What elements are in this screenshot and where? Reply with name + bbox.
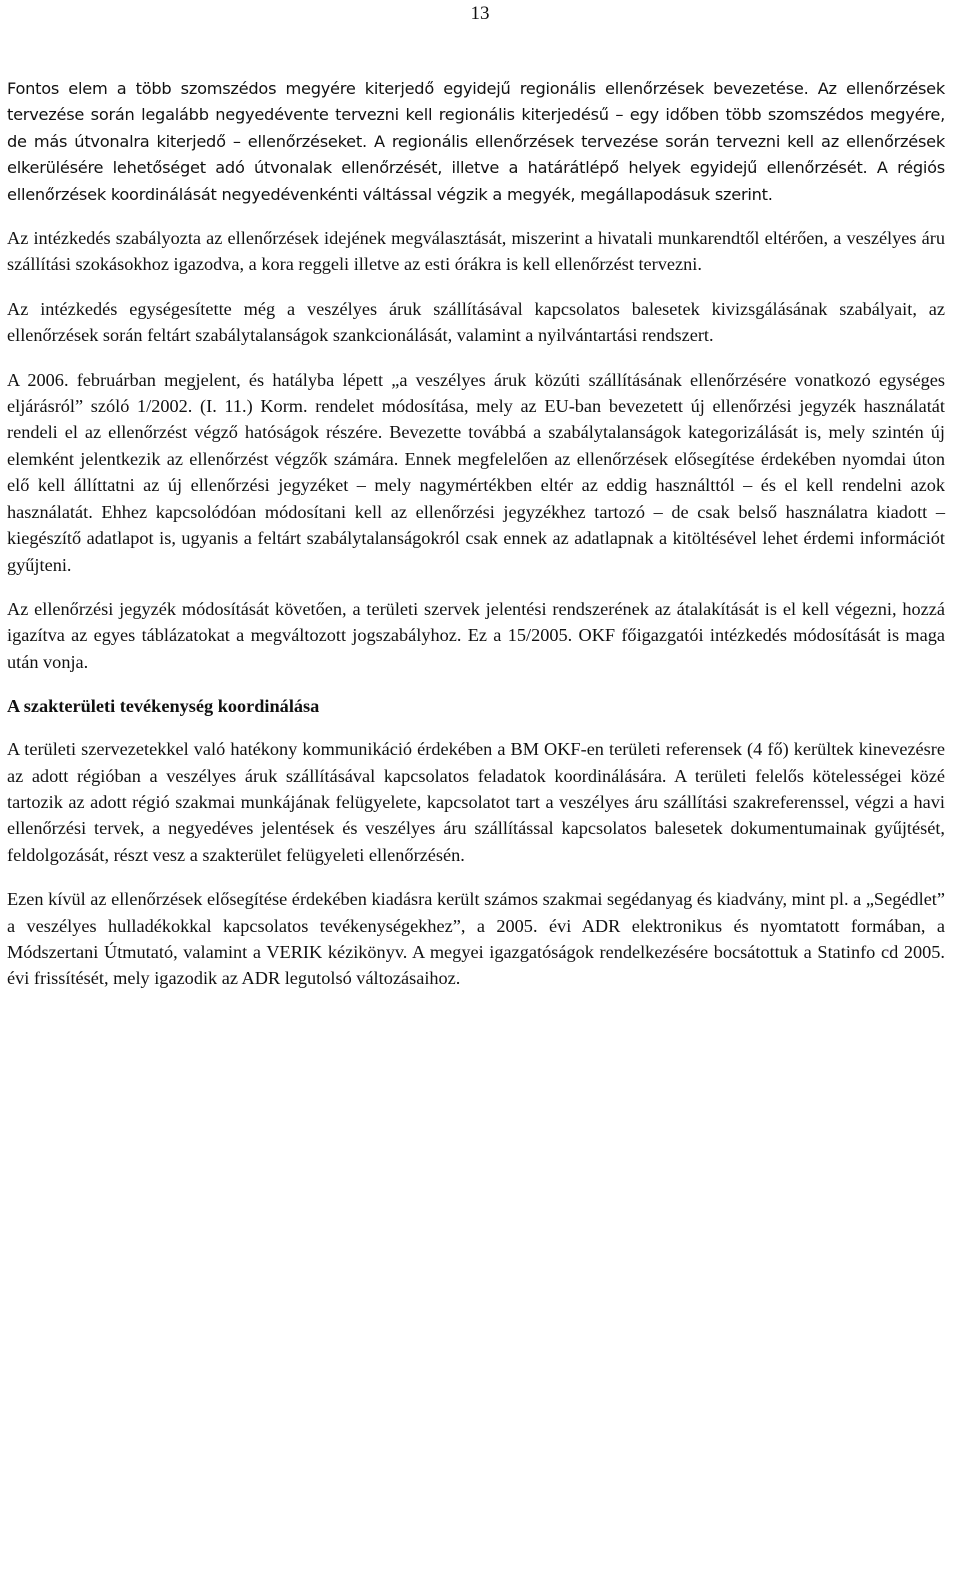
paragraph-inspection-timing: Az intézkedés szabályozta az ellenőrzések idejének megválasztását, miszerint a hivatali munkarendtől eltérően, a veszélyes áru szállítási szokásokhoz igazodva, a kora reggeli illetve az esti órákra is kell ellenőrzést tervezni.: [7, 228, 945, 275]
section-heading: A szakterületi tevékenység koordinálása: [7, 696, 320, 717]
paragraph-reporting-system: Az ellenőrzési jegyzék módosítását követően, a területi szervek jelentési rendszerének az átalakítását is el kell végezni, hozzá igazítva az egyes táblázatokat a megváltozott jogszabályhoz. Ez a 15/2005. OKF főigazgatói intézkedés módosítását is maga után vonja.: [7, 598, 945, 672]
paragraph-regional-referents: A területi szervezetekkel való hatékony kommunikáció érdekében a BM OKF-en területi referensek (4 fő) kerültek kinevezésre az adott régióban a veszélyes áruk szállításával kapcsolatos feladatok koordinálására. A területi felelős kötelességei közé tartozik az adott régió szakmai munkájának felügyelete, kapcsolatot tart a veszélyes áru szállítási szakreferenssel, végzi a havi ellenőrzési tervek, a negyedéves jelentések és veszélyes áru szállítással kapcsolatos balesetek dokumentumainak gyűjtését, feldolgozását, részt vesz a szakterület felügyeleti ellenőrzésén.: [7, 739, 945, 865]
page-number: 13: [470, 3, 490, 24]
paragraph-unified-rules: Az intézkedés egységesítette még a veszélyes áruk szállításával kapcsolatos balesetek kivizsgálásának szabályait, az ellenőrzések során feltárt szabálytalanságok szankcionálását, valamint a nyilvántartási rendszert.: [7, 298, 945, 346]
paragraph-regional-inspections: Fontos elem a több szomszédos megyére kiterjedő egyidejű regionális ellenőrzések bevezetése. Az ellenőrzések tervezése során legalább negyedévente tervezni kell regionális kiterjedésű – egy időben több szomszédos megyére, de más útvonalra kiterjedő – ellenőrzéseket. A regionális ellenőrzések tervezése során tervezni kell az ellenőrzések elkerülésére lehetőséget adó útvonalak ellenőrzését, illetve a határátlépő helyek egyidejű ellenőrzését. A régiós ellenőrzések koordinálását negyedévenkénti váltással végzik a megyék, megállapodásuk szerint.: [7, 79, 945, 204]
paragraph-publications: Ezen kívül az ellenőrzések elősegítése érdekében kiadásra került számos szakmai segédanyag és kiadvány, mint pl. a „Segédlet” a veszélyes hulladékokkal kapcsolatos tevékenységekhez”, a 2005. évi ADR elektronikus és nyomtatott formában, a Módszertani Útmutató, valamint a VERIK kézikönyv. A megyei igazgatóságok rendelkezésére bocsátottuk a Statinfo cd 2005. évi frissítését, mely igazodik az ADR legutolsó változásaihoz.: [7, 889, 945, 989]
paragraph-decree-amendment: A 2006. februárban megjelent, és hatályba lépett „a veszélyes áruk közúti szállításának ellenőrzésére vonatkozó egységes eljárásról” szóló 1/2002. (I. 11.) Korm. rendelet módosítása, mely az EU-ban bevezetett új ellenőrzési jegyzék használatát rendeli el az ellenőrzést végző hatóságok részére. Bevezette továbbá a szabálytalanságok kategorizálását is, mely szintén új elemként jelentkezik az ellenőrzést végzők számára. Ennek megfelelően az ellenőrzések elősegítése érdekében nyomdai úton elő kell állíttatni az új ellenőrzési jegyzéket – mely nagymértékben eltér az eddig használttól – és el kell rendelni azok használatát. Ehhez kapcsolódóan módosítani kell az ellenőrzési jegyzékhez tartozó – de csak belső használatra kiadott – kiegészítő adatlapot is, ugyanis a feltárt szabálytalanságokról csak ennek az adatlapnak a kitöltésével lehet érdemi információt gyűjteni.: [7, 369, 945, 575]
document-body: [7, 76, 945, 992]
